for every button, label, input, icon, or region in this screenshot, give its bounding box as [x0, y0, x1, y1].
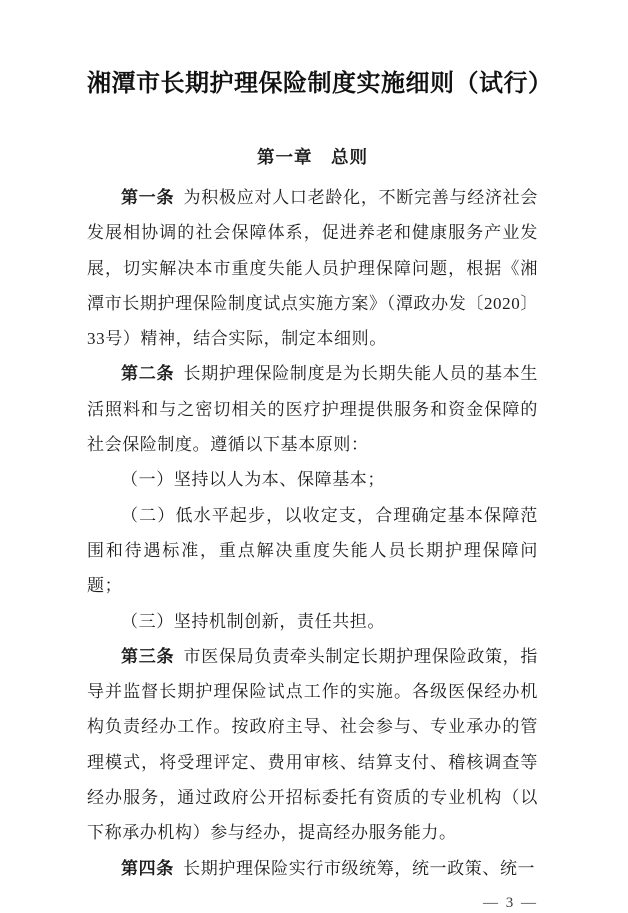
article-2-number: 第二条: [121, 364, 175, 384]
paragraph-principle-3: [87, 604, 538, 639]
page-number: — 3 —: [483, 894, 538, 911]
article-3-number: 第三条: [121, 646, 175, 666]
paragraph-article-2: [87, 356, 538, 462]
document-body: [87, 180, 538, 886]
document-title: 湘潭市长期护理保险制度实施细则（试行）: [87, 71, 553, 97]
principle-1-text: （一）坚持以人为本、保障基本；: [121, 470, 385, 490]
paragraph-principle-2: [87, 498, 538, 604]
article-3-text: 市医保局负责牵头制定长期护理保险政策，指导并监督长期护理保险试点工作的实施。各级医保经办机构负责经办工作。按政府主导、社会参与、专业承办的管理模式，将受理评定、费用审核、结算支付、稽核调查等经办服务，通过政府公开招标委托有资质的专业机构（以下称承办机构）参与经办，提高经办服务能力。: [87, 646, 539, 843]
article-4-text: 长期护理保险实行市级统筹，统一政策、统一: [183, 858, 536, 878]
article-2-text: 长期护理保险制度是为长期失能人员的基本生活照料和与之密切相关的医疗护理提供服务和资金保障的社会保险制度。遵循以下基本原则：: [87, 364, 539, 455]
article-1-number: 第一条: [121, 188, 175, 207]
article-1-text: 为积极应对人口老龄化，不断完善与经济社会发展相协调的社会保障体系，促进养老和健康服务产业发展，切实解决本市重度失能人员护理保障问题，根据《湘潭市长期护理保险制度试点实施方案》（潭政办发〔2020〕33号）精神，结合实际，制定本细则。: [87, 188, 539, 349]
paragraph-article-1: [87, 180, 538, 356]
paragraph-principle-1: [87, 462, 538, 497]
principle-3-text: （三）坚持机制创新，责任共担。: [121, 611, 385, 631]
article-4-number: 第四条: [121, 858, 174, 878]
principle-2-text: （二）低水平起步，以收定支，合理确定基本保障范围和待遇标准，重点解决重度失能人员长期护理保障问题；: [87, 505, 538, 596]
paragraph-article-3: [87, 639, 538, 851]
chapter-heading: 第一章 总则: [257, 147, 368, 167]
paragraph-article-4: [87, 851, 538, 886]
